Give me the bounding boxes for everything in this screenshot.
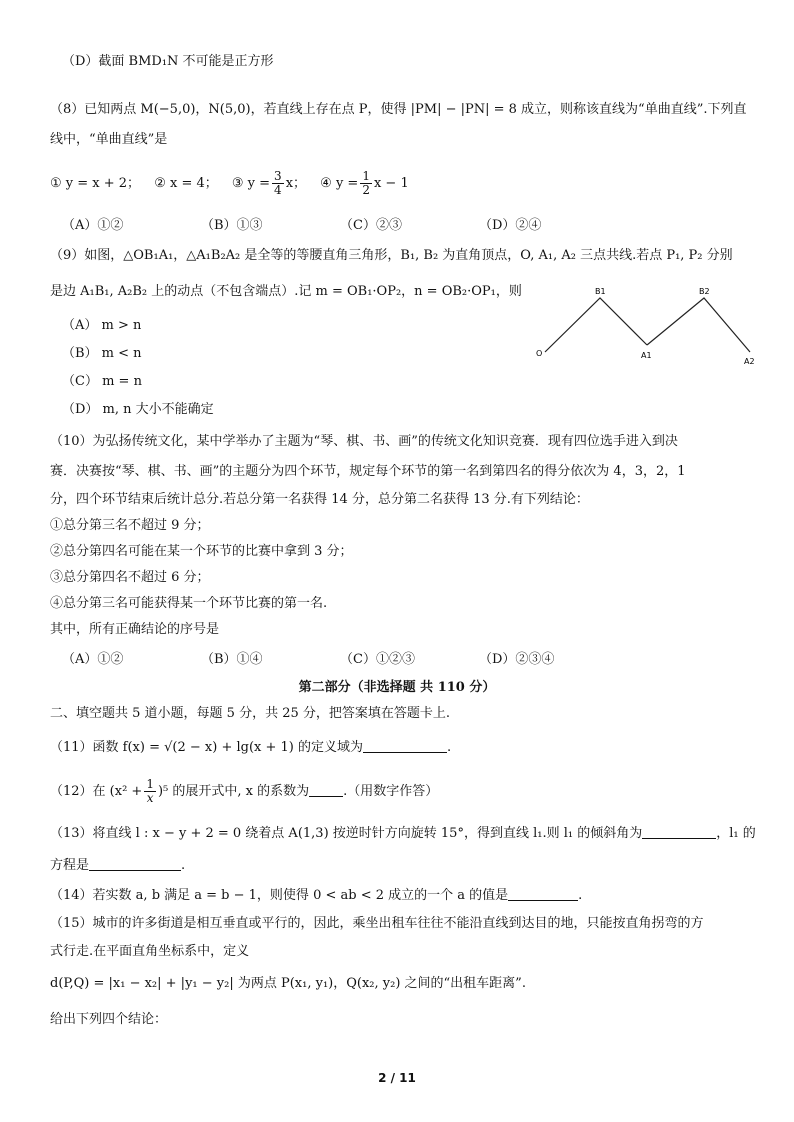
q13-text: （13）将直线 l : x − y + 2 = 0 绕着点 A(1,3) 按逆时针方向旋转 15°，得到直线 l₁.则 l₁ 的倾斜角为	[50, 826, 643, 841]
q8-options	[62, 216, 754, 236]
q8-eq3-den: 4	[274, 183, 282, 197]
q10-line: 分，四个环节结束后统计总分.若总分第一名获得 14 分，总分第二名获得 13 分.有下列结论：	[50, 492, 589, 507]
triangle-ob1a1	[545, 298, 647, 352]
q13-line1	[50, 824, 754, 844]
q8-stem-line1: （8）已知两点 M(−5,0)，N(5,0)，若直线上存在点 P，使得 |PM| − |PN| = 8 成立，则称该直线为“单曲直线”.下列直	[50, 102, 747, 117]
q8-option: （D）②④	[479, 218, 542, 233]
q12-num: 1	[146, 777, 154, 791]
q8-eq3-fraction	[272, 170, 284, 197]
q8-option: （B）①③	[201, 218, 263, 233]
q10-line: ②总分第四名可能在某一个环节的比赛中拿到 3 分；	[50, 544, 353, 559]
q8-eq1: ① y = x + 2；	[50, 176, 141, 191]
section2-heading: 二、填空题共 5 道小题，每题 5 分，共 25 分，把答案填在答题卡上.	[50, 706, 451, 721]
label-b2: B2	[699, 287, 710, 296]
q10-option: （B）①④	[201, 652, 263, 667]
q8-eq4-den: 2	[362, 183, 370, 197]
q8-eq3	[231, 169, 307, 197]
q13-answer-blank-2	[89, 856, 181, 871]
q8-eq2: ② x = 4；	[154, 176, 218, 191]
q13-line2-pre: 方程是	[50, 858, 90, 873]
q10-line: 赛．决赛按“琴、棋、书、画”的主题分为四个环节，规定每个环节的第一名到第四名的得分依次为 4，3，2，1	[50, 464, 686, 479]
q15-line1: （15）城市的许多街道是相互垂直或平行的，因此，乘坐出租车往往不能沿直线到达目的地，只能按直角拐弯的方	[50, 916, 704, 931]
q12-den: x	[146, 791, 154, 805]
q8-eq4-fraction	[360, 170, 372, 197]
q13-mid: ，l₁ 的	[716, 826, 756, 841]
q8-eq4	[320, 169, 409, 197]
triangle-a1b2a2	[647, 298, 750, 352]
q9-option-c: （C） m = n	[62, 374, 142, 389]
q8-stem-line2: 线中，“单曲直线”是	[50, 132, 168, 147]
q11-end: .	[446, 740, 452, 755]
q10-option: （A）①②	[62, 652, 124, 667]
label-a2: A2	[744, 357, 755, 366]
q8-eq3-pre: ③ y =	[231, 176, 271, 191]
q14-end: .	[578, 888, 583, 903]
q8-option: （A）①②	[62, 218, 124, 233]
q10-options	[62, 650, 754, 670]
page-number: 2 / 11	[378, 1071, 416, 1085]
q9-option-a: （A） m > n	[62, 318, 142, 333]
q11-answer-blank	[363, 738, 447, 753]
q10-line: ①总分第三名不超过 9 分；	[50, 518, 210, 533]
q12-tail: .（用数字作答）	[343, 784, 439, 799]
q11	[50, 738, 754, 758]
q15-line4: 给出下列四个结论：	[50, 1012, 168, 1027]
q9-option-b: （B） m < n	[62, 346, 142, 361]
q12	[50, 778, 754, 805]
part2-heading: 第二部分（非选择题 共 110 分）	[298, 680, 496, 695]
q13-line2-post: .	[181, 858, 186, 873]
q9-triangle-figure	[520, 282, 770, 372]
q12-pre: （12）在 (x² +	[50, 784, 143, 799]
q10-line: （10）为弘扬传统文化，某中学举办了主题为“琴、棋、书、画”的传统文化知识竞赛．现有四位选手进入到决	[50, 434, 678, 449]
q11-text: （11）函数 f(x) = √(2 − x) + lg(x + 1) 的定义域为	[50, 740, 363, 755]
label-o: O	[536, 349, 543, 358]
q12-answer-blank	[309, 782, 343, 797]
label-b1: B1	[595, 287, 606, 296]
q8-equations	[50, 170, 754, 197]
q9-option-d: （D） m, n 大小不能确定	[62, 402, 214, 417]
label-a1: A1	[641, 351, 652, 360]
q8-eq3-post: x；	[285, 176, 307, 191]
q14-answer-blank	[508, 886, 578, 901]
q7-option-d: （D）截面 BMD₁N 不可能是正方形	[62, 54, 274, 69]
q8-eq4-pre: ④ y =	[320, 176, 359, 191]
q13-answer-blank-1	[642, 824, 716, 839]
q8-eq4-post: x − 1	[373, 176, 409, 191]
q9-stem-line2: 是边 A₁B₁, A₂B₂ 上的动点（不包含端点）.记 m = OB₁·OP₂，n = OB₂·OP₁，则	[50, 284, 522, 299]
q15-line3: d(P,Q) = |x₁ − x₂| + |y₁ − y₂| 为两点 P(x₁, y₁)，Q(x₂, y₂) 之间的“出租车距离”.	[50, 976, 526, 991]
q9-stem-line1: （9）如图，△OB₁A₁，△A₁B₂A₂ 是全等的等腰直角三角形，B₁, B₂ 为直角顶点，O, A₁, A₂ 三点共线.若点 P₁, P₂ 分别	[50, 248, 733, 263]
q8-eq4-num: 1	[362, 169, 370, 183]
q8-option: （C）②③	[340, 218, 402, 233]
q12-post: )⁵ 的展开式中, x 的系数为	[157, 784, 310, 799]
q14-text: （14）若实数 a, b 满足 a = b − 1，则使得 0 < ab < 2 成立的一个 a 的值是	[50, 888, 509, 903]
q15-line2: 式行走.在平面直角坐标系中，定义	[50, 944, 250, 959]
q10-option: （D）②③④	[479, 652, 555, 667]
q10-line: ④总分第三名可能获得某一个环节比赛的第一名.	[50, 596, 328, 611]
q10-line: 其中，所有正确结论的序号是	[50, 622, 220, 637]
q14	[50, 886, 754, 906]
q8-eq3-num: 3	[274, 169, 282, 183]
q10-line: ③总分第四名不超过 6 分；	[50, 570, 210, 585]
q13-line2	[50, 856, 754, 876]
q12-fraction	[144, 778, 156, 805]
q10-option: （C）①②③	[340, 652, 415, 667]
